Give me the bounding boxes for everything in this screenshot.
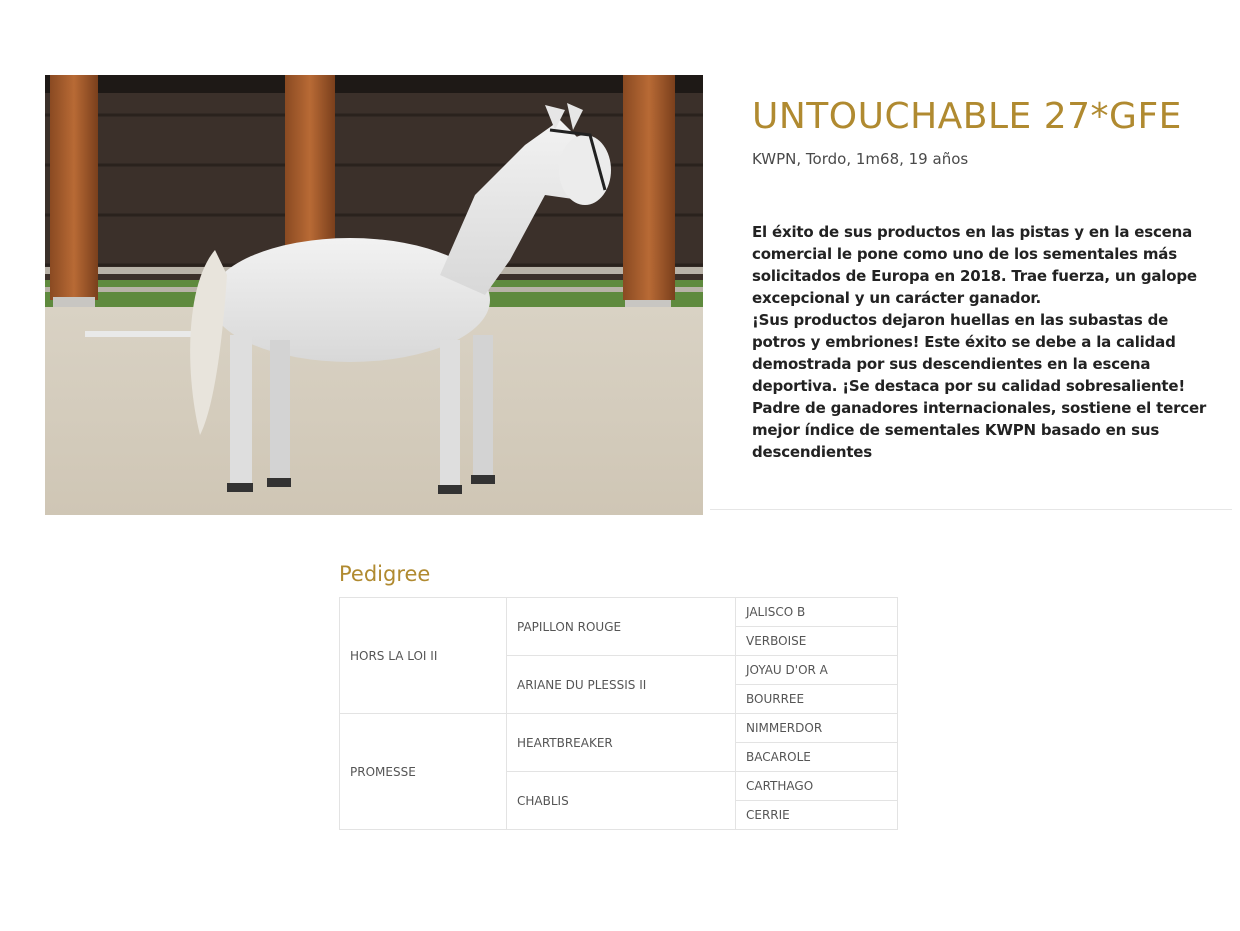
- pedigree-ancestor: NIMMERDOR: [736, 714, 898, 743]
- horse-details: KWPN, Tordo, 1m68, 19 años: [752, 150, 969, 168]
- pedigree-title: Pedigree: [339, 562, 431, 586]
- pedigree-table: [339, 597, 898, 830]
- pedigree-dam-dam: CHABLIS: [507, 772, 736, 830]
- description-paragraph: El éxito de sus productos en las pistas y en la escena comercial le pone como uno de los sementales más solicitados de Europa en 2018. Trae fuerza, un galope excepcional y un carácter ganador.: [752, 223, 1197, 307]
- pedigree-ancestor: JOYAU D'OR A: [736, 656, 898, 685]
- section-divider: [710, 509, 1232, 510]
- pedigree-ancestor: BACAROLE: [736, 743, 898, 772]
- pedigree-dam-sire: HEARTBREAKER: [507, 714, 736, 772]
- description-paragraph: ¡Sus productos dejaron huellas en las subastas de potros y embriones! Este éxito se debe a la calidad demostrada por sus descendientes en la escena deportiva. ¡Se destaca por su calidad sobresaliente! Padre de ganadores internacionales, sostiene el tercer mejor índice de sementales KWPN basado en sus descendientes: [752, 311, 1207, 461]
- horse-name: UNTOUCHABLE 27*GFE: [752, 96, 1182, 137]
- table-row: [340, 598, 898, 627]
- pedigree-ancestor: JALISCO B: [736, 598, 898, 627]
- pedigree-sire-sire: PAPILLON ROUGE: [507, 598, 736, 656]
- horse-photo: [45, 75, 703, 515]
- table-row: [340, 714, 898, 743]
- pedigree-ancestor: BOURREE: [736, 685, 898, 714]
- pedigree-sire: HORS LA LOI II: [340, 598, 507, 714]
- horse-photo-illustration: [45, 75, 703, 515]
- pedigree-dam: PROMESSE: [340, 714, 507, 830]
- pedigree-ancestor: CERRIE: [736, 801, 898, 830]
- horse-description: [752, 221, 1222, 463]
- pedigree-ancestor: CARTHAGO: [736, 772, 898, 801]
- pedigree-sire-dam: ARIANE DU PLESSIS II: [507, 656, 736, 714]
- horse-info: [752, 95, 1222, 463]
- pedigree-ancestor: VERBOISE: [736, 627, 898, 656]
